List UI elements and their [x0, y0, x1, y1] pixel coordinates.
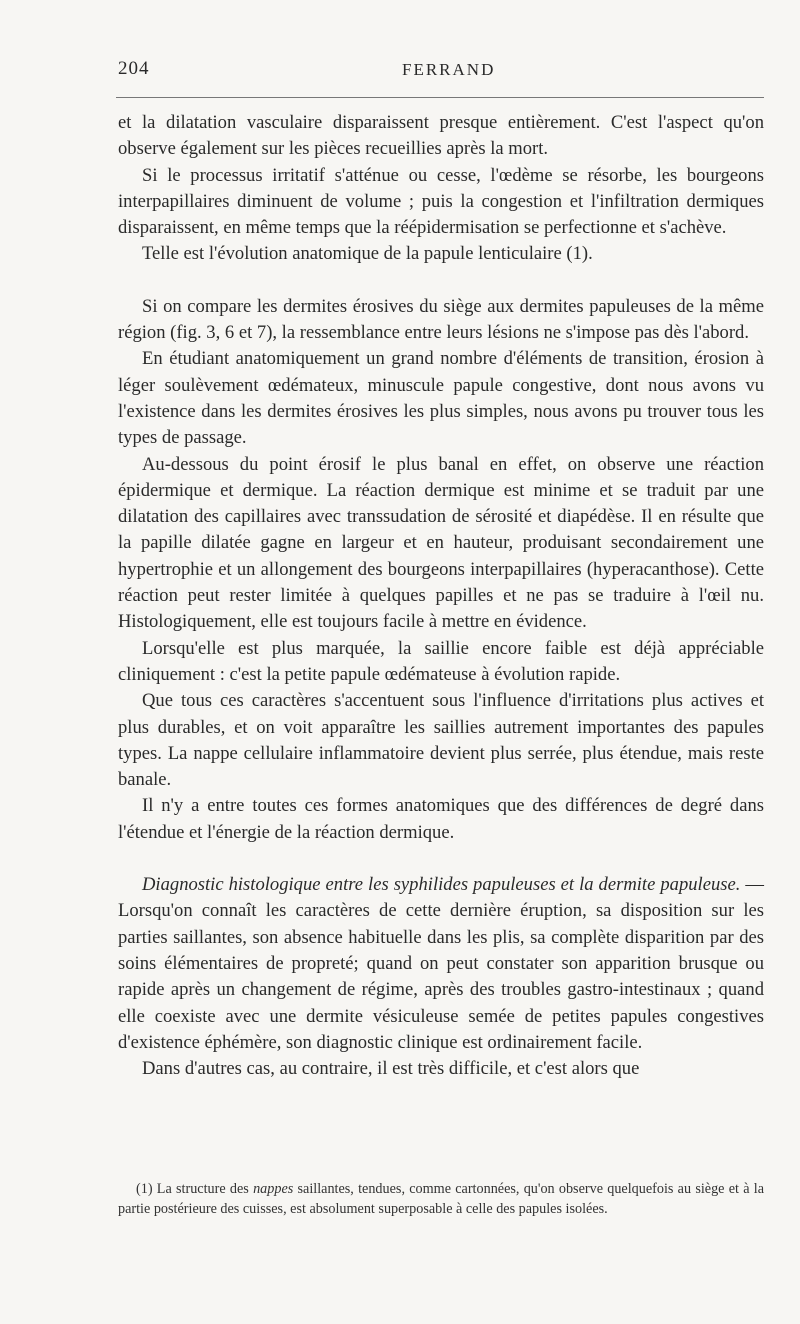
footnote-text: [118, 1180, 764, 1219]
diagnostic-text: — Lorsqu'on connaît les caractères de cette dernière éruption, sa disposition sur les parties saillantes, son absence habituelle dans les plis, sa complète disparition par des soins élémentaires de propreté; quand on peut constater son apparition brusque ou rapide après un changement de régime, après des troubles gastro-intestinaux ; quand elle coexiste avec une dermite vésiculeuse semée de petites papules congestives d'existence éphémère, son diagnostic clinique est ordinairement facile.: [118, 874, 764, 1053]
paragraph: Que tous ces caractères s'accentuent sous l'influence d'irritations plus actives et plus durables, et on voit apparaître les saillies autrement importantes des papules types. La nappe cellulaire inflammatoire devient plus serrée, plus étendue, mais reste banale.: [118, 690, 764, 791]
footnote-text-start: La structure des: [152, 1181, 254, 1197]
footnote-italic: nappes: [253, 1181, 294, 1197]
footnote: [118, 1180, 764, 1219]
paragraph: Telle est l'évolution anatomique de la papule lenticulaire (1).: [142, 243, 593, 265]
paragraph: Lorsqu'elle est plus marquée, la saillie encore faible est déjà appréciable cliniquement : c'est la petite papule œdémateuse à évolution rapide.: [118, 637, 764, 685]
diagnostic-paragraph: [118, 872, 764, 1056]
body-text: [118, 110, 764, 1082]
page-number: 204: [118, 58, 150, 79]
paragraph: En étudiant anatomiquement un grand nombre d'éléments de transition, érosion à léger soulèvement œdémateux, minuscule papule congestive, dont nous avons vu l'existence dans les dermites érosives les plus simples, nous avons pu trouver tous les types de passage.: [118, 348, 764, 449]
footnote-text-end: saillantes, tendues, comme cartonnées, qu'on observe quelquefois au siège et à la partie postérieure des cuisses, est absolument superposable à celle des papules isolées.: [118, 1181, 764, 1217]
footnote-marker: (1): [136, 1181, 153, 1197]
running-head: [118, 58, 760, 88]
paragraph: Si le processus irritatif s'atténue ou cesse, l'œdème se résorbe, les bourgeons interpapillaires diminuent de volume ; puis la congestion et l'infiltration dermiques disparaissent, en même temps que la réépidermisation se perfectionne et s'achève.: [118, 164, 764, 239]
paragraph: Si on compare les dermites érosives du siège aux dermites papuleuses de la même région (fig. 3, 6 et 7), la ressemblance entre leurs lésions ne s'impose pas dès l'abord.: [118, 295, 764, 344]
paragraph: Dans d'autres cas, au contraire, il est très difficile, et c'est alors que: [142, 1058, 640, 1080]
running-title: FERRAND: [402, 60, 496, 79]
section-heading: Diagnostic histologique entre les syphilides papuleuses et la dermite papuleuse.: [142, 874, 741, 896]
header-rule: [116, 97, 764, 98]
paragraph: Au-dessous du point érosif le plus banal en effet, on observe une réaction épidermique et dermique. La réaction dermique est minime et se traduit par une dilatation des capillaires avec transsudation de sérosité et diapédèse. Il en résulte que la papille dilatée gagne en largeur et en hauteur, produisant secondairement une hypertrophie et un allongement des bourgeons interpapillaires (hyperacanthose). Cette réaction peut rester limitée à quelques papilles et ne pas se traduire à l'œil nu. Histologiquement, elle est toujours facile à mettre en évidence.: [118, 453, 764, 633]
paragraph: et la dilatation vasculaire disparaissent presque entièrement. C'est l'aspect qu'on observe également sur les pièces recueillies après la mort.: [118, 112, 764, 160]
paragraph: Il n'y a entre toutes ces formes anatomiques que des différences de degré dans l'étendue et l'énergie de la réaction dermique.: [118, 795, 764, 843]
